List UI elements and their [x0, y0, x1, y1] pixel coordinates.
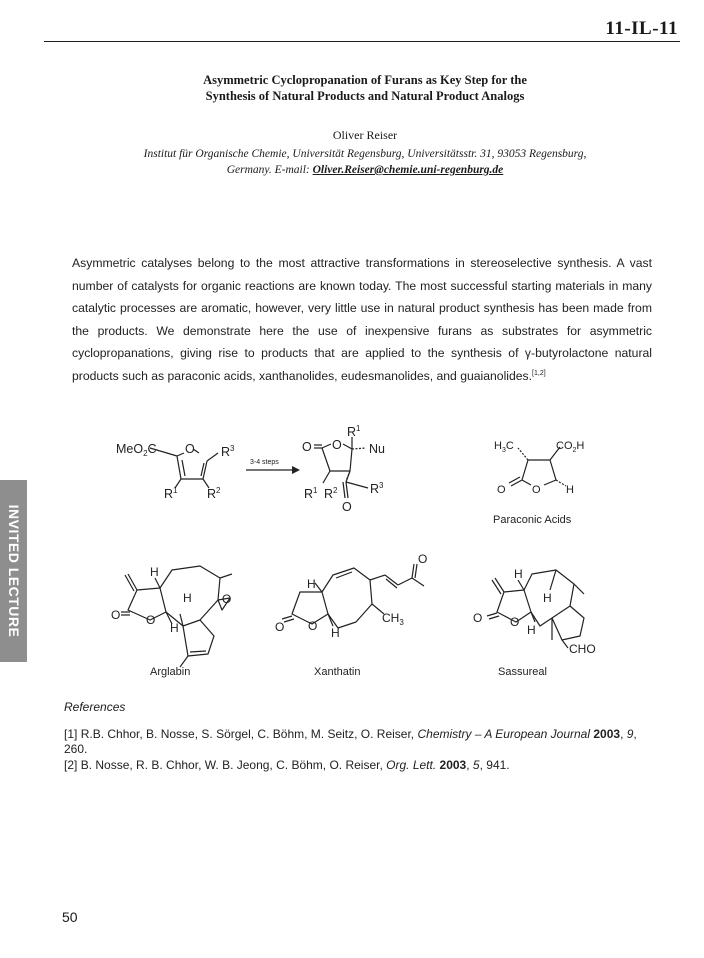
arglabin-h-mid: H — [183, 591, 192, 605]
sassureal-caption: Sassureal — [498, 666, 547, 678]
furan-r2-label: $R^2$ — [207, 486, 221, 501]
xanthatin-h-bottom: H — [331, 626, 340, 640]
sassureal-aldehyde-label: CHO — [569, 642, 596, 656]
email-prefix: Germany. E-mail: — [226, 164, 310, 176]
sassureal-h-bottom: H — [527, 623, 536, 637]
furan-r3-label: $R^3$ — [221, 444, 235, 459]
furan-r1-label: $R^1$ — [164, 486, 178, 501]
author-name: Oliver Reiser — [332, 128, 398, 142]
lactone-ketone-o: O — [342, 500, 352, 514]
furan-oxygen: O — [185, 442, 195, 456]
lactone-r3-label: $R^3$ — [370, 481, 384, 496]
ref-2-journal: Org. Lett. — [386, 758, 437, 772]
title-line-1: Asymmetric Cyclopropanation of Furans as Key Step for the — [203, 73, 527, 87]
xanthatin-carbonyl-o: O — [275, 620, 285, 634]
arglabin-ring-o: O — [146, 613, 156, 627]
ref-1-journal: Chemistry – A European Journal — [417, 727, 591, 741]
paraconic-acids-caption: Paraconic Acids — [493, 514, 572, 526]
reaction-steps-label: 3-4 steps — [250, 459, 279, 466]
page-number: 50 — [62, 909, 78, 925]
xanthatin-ring-o: O — [308, 619, 318, 633]
lactone-ring-o: O — [332, 438, 342, 452]
arglabin-carbonyl-o: O — [111, 608, 121, 622]
ref-2-year: 2003 — [439, 758, 467, 772]
ref-1-year: 2003 — [593, 727, 621, 741]
arglabin-h-top: H — [150, 565, 159, 579]
reference-1: [1] R.B. Chhor, B. Nosse, S. Sörgel, C. Böhm, M. Seitz, O. Reiser, Chemistry – A European Journal 2003, 9, 260. — [64, 727, 637, 756]
abstract-citation[interactable]: [1,2] — [532, 369, 546, 377]
ref-2-volume: 5 — [472, 758, 480, 772]
affiliation-line-1: Institut für Organische Chemie, Universität Regensburg, Universitätsstr. 31, 93053 Regensburg, — [143, 148, 587, 160]
xanthatin-caption: Xanthatin — [314, 666, 361, 678]
title-line-2: Synthesis of Natural Products and Natural Product Analogs — [205, 89, 525, 103]
arglabin-h-bottom: H — [170, 621, 179, 635]
paraconic-carbonyl-o: O — [497, 484, 506, 496]
xanthatin-ketone-o: O — [418, 552, 428, 566]
furan-structure — [150, 448, 218, 488]
arglabin-caption: Arglabin — [150, 666, 191, 678]
lactone-carbonyl-o: O — [302, 440, 312, 454]
lactone-r1-bottom: $R^1$ — [304, 486, 318, 501]
lactone-r2-label: $R^2$ — [324, 486, 338, 501]
references-heading: References — [64, 700, 126, 714]
ref-2-pages: 941. — [486, 758, 510, 772]
email-link[interactable]: Oliver.Reiser@chemie.uni-regenburg.de — [312, 164, 504, 176]
paraconic-h-label: H — [566, 484, 574, 496]
sassureal-carbonyl-o: O — [473, 611, 483, 625]
ref-1-pages: 260. — [64, 742, 88, 756]
furan-ester-label: MeO$_2$C — [116, 442, 157, 458]
paraconic-methyl-label: $H_3C$ — [494, 440, 514, 454]
paraconic-acid-structure — [509, 447, 566, 486]
ref-2-num: [2] — [64, 758, 78, 772]
lactone-nu-label: Nu — [369, 442, 385, 456]
sassureal-ring-o: O — [510, 615, 520, 629]
page-code: 11-IL-11 — [605, 18, 678, 39]
ref-2-authors: B. Nosse, R. B. Chhor, W. B. Jeong, C. Böhm, O. Reiser, — [80, 758, 383, 772]
arglabin-epoxide-o: O — [222, 592, 232, 606]
invited-lecture-label: INVITED LECTURE — [5, 504, 22, 638]
sassureal-h-top: H — [514, 567, 523, 581]
sassureal-h-mid: H — [543, 591, 552, 605]
lactone-r1-top: $R^1$ — [347, 424, 361, 439]
ref-1-authors: R.B. Chhor, B. Nosse, S. Sörgel, C. Böhm, M. Seitz, O. Reiser, — [80, 727, 415, 741]
ref-1-num: [1] — [64, 727, 78, 741]
reference-2: [2] B. Nosse, R. B. Chhor, W. B. Jeong, C. Böhm, O. Reiser, Org. Lett. 2003, 5, 941. — [64, 758, 510, 772]
paraconic-acid-label: $CO_2H$ — [556, 440, 585, 454]
arglabin-structure — [121, 566, 232, 667]
paraconic-ring-o: O — [532, 484, 541, 496]
ref-1-volume: 9 — [626, 727, 634, 741]
xanthatin-methyl-label: $CH_3$ — [382, 611, 404, 627]
abstract-text: Asymmetric catalyses belong to the most attractive transformations in stereoselective synthesis. A vast number of catalysts for organic reactions are known today. The most successful starting materials in many catalytic processes are aromatic, however, very little use in natural product synthesis has been made from the products. We demonstrate here the use of inexpensive furans as substrates for asymmetric cyclopropanations, giving rise to products that are applied to the synthesis of γ-butyrolactone natural products such as paraconic acids, xanthanolides, eudesmanolides, and guaianolides. — [72, 256, 652, 383]
xanthatin-h-top: H — [307, 577, 316, 591]
